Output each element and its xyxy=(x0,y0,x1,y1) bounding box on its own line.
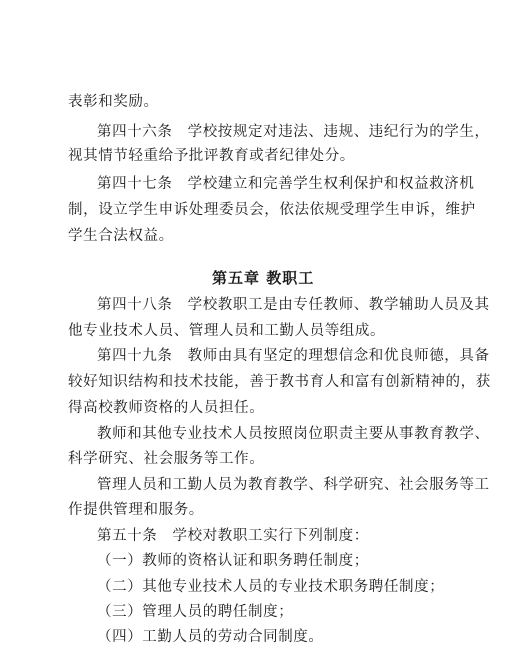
text-line: 科学研究、社会服务等工作。 xyxy=(68,451,265,467)
chapter-title: 第五章 教职工 xyxy=(212,269,315,287)
list-item: （二）其他专业技术人员的专业技术职务聘任制度； xyxy=(97,579,445,595)
article-47-line: 第四十七条 学校建立和完善学生权利保护和权益救济机 xyxy=(97,176,475,192)
text-line: 教师和其他专业技术人员按照岗位职责主要从事教育教学、 xyxy=(97,426,490,442)
text-line: 得高校教师资格的人员担任。 xyxy=(68,400,265,416)
article-50-line: 第五十条 学校对教职工实行下列制度： xyxy=(97,528,369,544)
text-line: 管理人员和工勤人员为教育教学、科学研究、社会服务等工 xyxy=(97,477,490,493)
text-line: 作提供管理和服务。 xyxy=(68,502,204,518)
text-line: 学生合法权益。 xyxy=(68,228,174,244)
text-line: 他专业技术人员、管理人员和工勤人员等组成。 xyxy=(68,323,386,339)
text-line: 制，设立学生申诉处理委员会，依法依规受理学生申诉，维护 xyxy=(68,202,476,218)
list-item: （一）教师的资格认证和职务聘任制度； xyxy=(97,553,369,569)
article-48-line: 第四十八条 学校教职工是由专任教师、教学辅助人员及其 xyxy=(97,297,490,313)
text-line: 表彰和奖励。 xyxy=(68,94,159,110)
list-item: （四）工勤人员的劳动合同制度。 xyxy=(97,629,324,645)
text-line: 较好知识结构和技术技能，善于教书育人和富有创新精神的，获 xyxy=(68,374,491,390)
article-49-line: 第四十九条 教师由具有坚定的理想信念和优良师德，具备 xyxy=(97,348,490,364)
list-item: （三）管理人员的聘任制度； xyxy=(97,604,294,620)
article-46-line: 第四十六条 学校按规定对违法、违规、违纪行为的学生， xyxy=(97,124,490,140)
text-line: 视其情节轻重给予批评教育或者纪律处分。 xyxy=(68,148,355,164)
